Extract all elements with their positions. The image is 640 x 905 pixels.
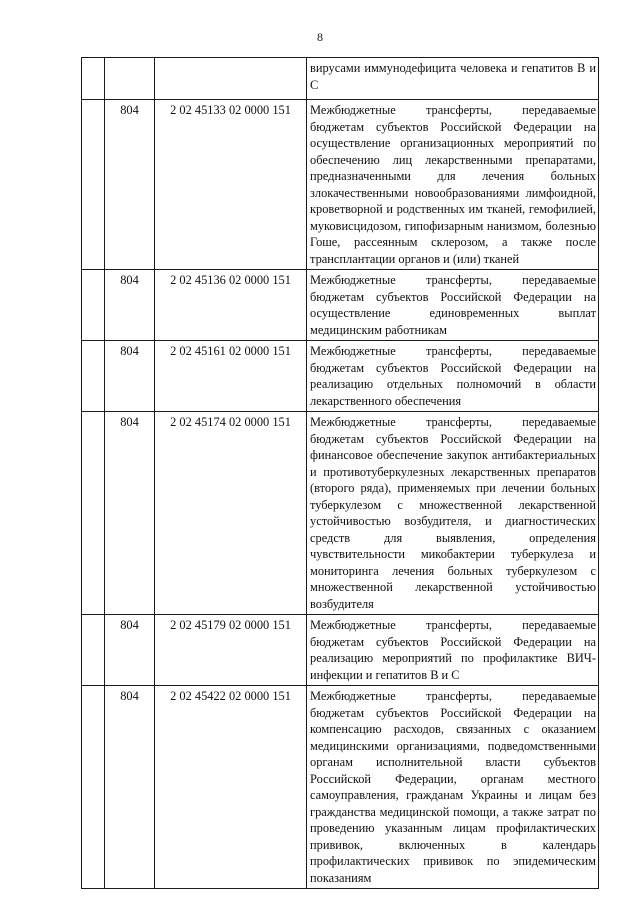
admin-code-cell: 804 [105,270,155,341]
empty-cell [82,58,105,100]
admin-code-cell: 804 [105,341,155,412]
revenue-code-cell: 2 02 45136 02 0000 151 [155,270,307,341]
revenue-name-cell [307,100,599,270]
revenue-name-text: Межбюджетные трансферты, передаваемые бюджетам субъектов Российской Федерации на реализацию отдельных полномочий в области лекарственного обеспечения [310,344,596,408]
revenue-name-cell [307,412,599,615]
empty-cell [82,100,105,270]
revenue-name-cell [307,686,599,889]
revenue-code-cell: 2 02 45174 02 0000 151 [155,412,307,615]
empty-cell [82,686,105,889]
revenue-name-text: Межбюджетные трансферты, передаваемые бюджетам субъектов Российской Федерации на компенсацию расходов, связанных с оказанием медицинскими организациями, подведомственными органам исполнительной власти субъектов Российской Федерации, органам местного самоуправления, гражданам Украины и лицам без гражданства медицинской помощи, а также затрат по проведению указанным лицам профилактических прививок, включенных в календарь профилактических прививок по эпидемическим показаниям [310,689,596,885]
table-row [82,100,599,270]
empty-cell [82,341,105,412]
admin-code-cell: 804 [105,100,155,270]
revenue-name-cell [307,615,599,686]
page-number: 8 [317,30,323,44]
empty-cell [82,270,105,341]
table-body [82,58,599,889]
table-row [82,270,599,341]
table-row [82,58,599,100]
admin-code-cell [105,58,155,100]
empty-cell [82,615,105,686]
budget-revenue-table [81,57,599,889]
table-row [82,686,599,889]
admin-code-cell: 804 [105,686,155,889]
revenue-name-cell [307,58,599,100]
revenue-code-cell: 2 02 45422 02 0000 151 [155,686,307,889]
revenue-name-text: Межбюджетные трансферты, передаваемые бюджетам субъектов Российской Федерации на осуществление организационных мероприятий по обеспечению лиц лекарственными препаратами, предназначенными для лечения больных злокачественными новообразованиями лимфоидной, кроветворной и родственных им тканей, гемофилией, муковисцидозом, гипофизарным нанизмом, болезнью Гоше, рассеянным склерозом, а также после трансплантации органов и (или) тканей [310,103,596,266]
revenue-name-text: Межбюджетные трансферты, передаваемые бюджетам субъектов Российской Федерации на финансовое обеспечение закупок антибактериальных и противотуберкулезных лекарственных препаратов (второго ряда), применяемых при лечении больных туберкулезом с множественной лекарственной устойчивостью возбудителя, и диагностических средств для выявления, определения чувствительности микобактерии туберкулеза и мониторинга лечения больных туберкулезом с множественной лекарственной устойчивостью возбудителя [310,415,596,611]
admin-code-cell: 804 [105,412,155,615]
revenue-code-cell [155,58,307,100]
empty-cell [82,412,105,615]
revenue-name-text: вирусами иммунодефицита человека и гепатитов В и С [310,61,596,92]
admin-code-cell: 804 [105,615,155,686]
revenue-code-cell: 2 02 45161 02 0000 151 [155,341,307,412]
revenue-name-cell [307,341,599,412]
table-row [82,341,599,412]
table-row [82,412,599,615]
revenue-name-cell [307,270,599,341]
revenue-name-text: Межбюджетные трансферты, передаваемые бюджетам субъектов Российской Федерации на осуществление единовременных выплат медицинским работникам [310,273,596,337]
revenue-code-cell: 2 02 45133 02 0000 151 [155,100,307,270]
revenue-name-text: Межбюджетные трансферты, передаваемые бюджетам субъектов Российской Федерации на реализацию мероприятий по профилактике ВИЧ-инфекции и гепатитов В и С [310,618,596,682]
table-row [82,615,599,686]
revenue-code-cell: 2 02 45179 02 0000 151 [155,615,307,686]
